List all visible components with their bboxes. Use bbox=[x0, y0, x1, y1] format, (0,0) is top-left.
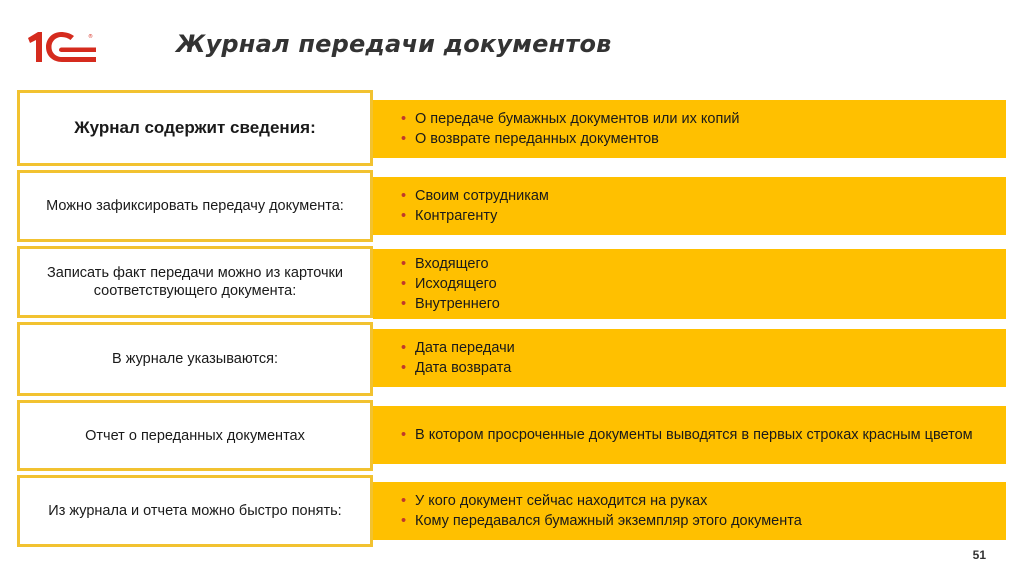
row-label-text: В журнале указываются: bbox=[112, 351, 278, 367]
row-items bbox=[373, 482, 1006, 540]
list-item: • Своим сотрудникам bbox=[401, 186, 1006, 206]
row-label-text: Можно зафиксировать передачу документа: bbox=[46, 198, 344, 214]
row-items bbox=[373, 177, 1006, 235]
row-label-text: Из журнала и отчета можно быстро понять: bbox=[48, 503, 342, 519]
svg-text:®: ® bbox=[88, 34, 93, 40]
row-label-text: Записать факт передачи можно из карточки соответствующего документа: bbox=[47, 265, 343, 299]
page-number: 51 bbox=[972, 548, 986, 562]
row-label bbox=[17, 246, 373, 318]
list-item: • Входящего bbox=[401, 254, 1006, 274]
1c-logo-icon bbox=[26, 28, 100, 64]
list-item: • Кому передавался бумажный экземпляр этого документа bbox=[401, 511, 1006, 531]
row-items bbox=[373, 249, 1006, 319]
row-label-text: Журнал содержит сведения: bbox=[74, 118, 316, 137]
list-item: • Исходящего bbox=[401, 274, 1006, 294]
row-label-text: Отчет о переданных документах bbox=[85, 427, 305, 444]
list-item: • Внутреннего bbox=[401, 294, 1006, 314]
row-label bbox=[17, 400, 373, 471]
list-item: • У кого документ сейчас находится на руках bbox=[401, 491, 1006, 511]
row-items bbox=[373, 406, 1006, 464]
list-item: • Контрагенту bbox=[401, 206, 1006, 226]
row-label bbox=[17, 170, 373, 242]
list-item: • В котором просроченные документы выводятся в первых строках красным цветом bbox=[401, 426, 1006, 444]
row-label bbox=[17, 475, 373, 547]
row-label bbox=[17, 322, 373, 396]
row-items bbox=[373, 100, 1006, 158]
list-item: • Дата передачи bbox=[401, 338, 1006, 358]
row-items bbox=[373, 329, 1006, 387]
page-title: Журнал передачи документов bbox=[176, 30, 612, 58]
row-label bbox=[17, 90, 373, 166]
list-item: • Дата возврата bbox=[401, 358, 1006, 378]
list-item: • О возврате переданных документов bbox=[401, 129, 1006, 149]
1c-logo bbox=[26, 28, 100, 64]
list-item: • О передаче бумажных документов или их копий bbox=[401, 109, 1006, 129]
